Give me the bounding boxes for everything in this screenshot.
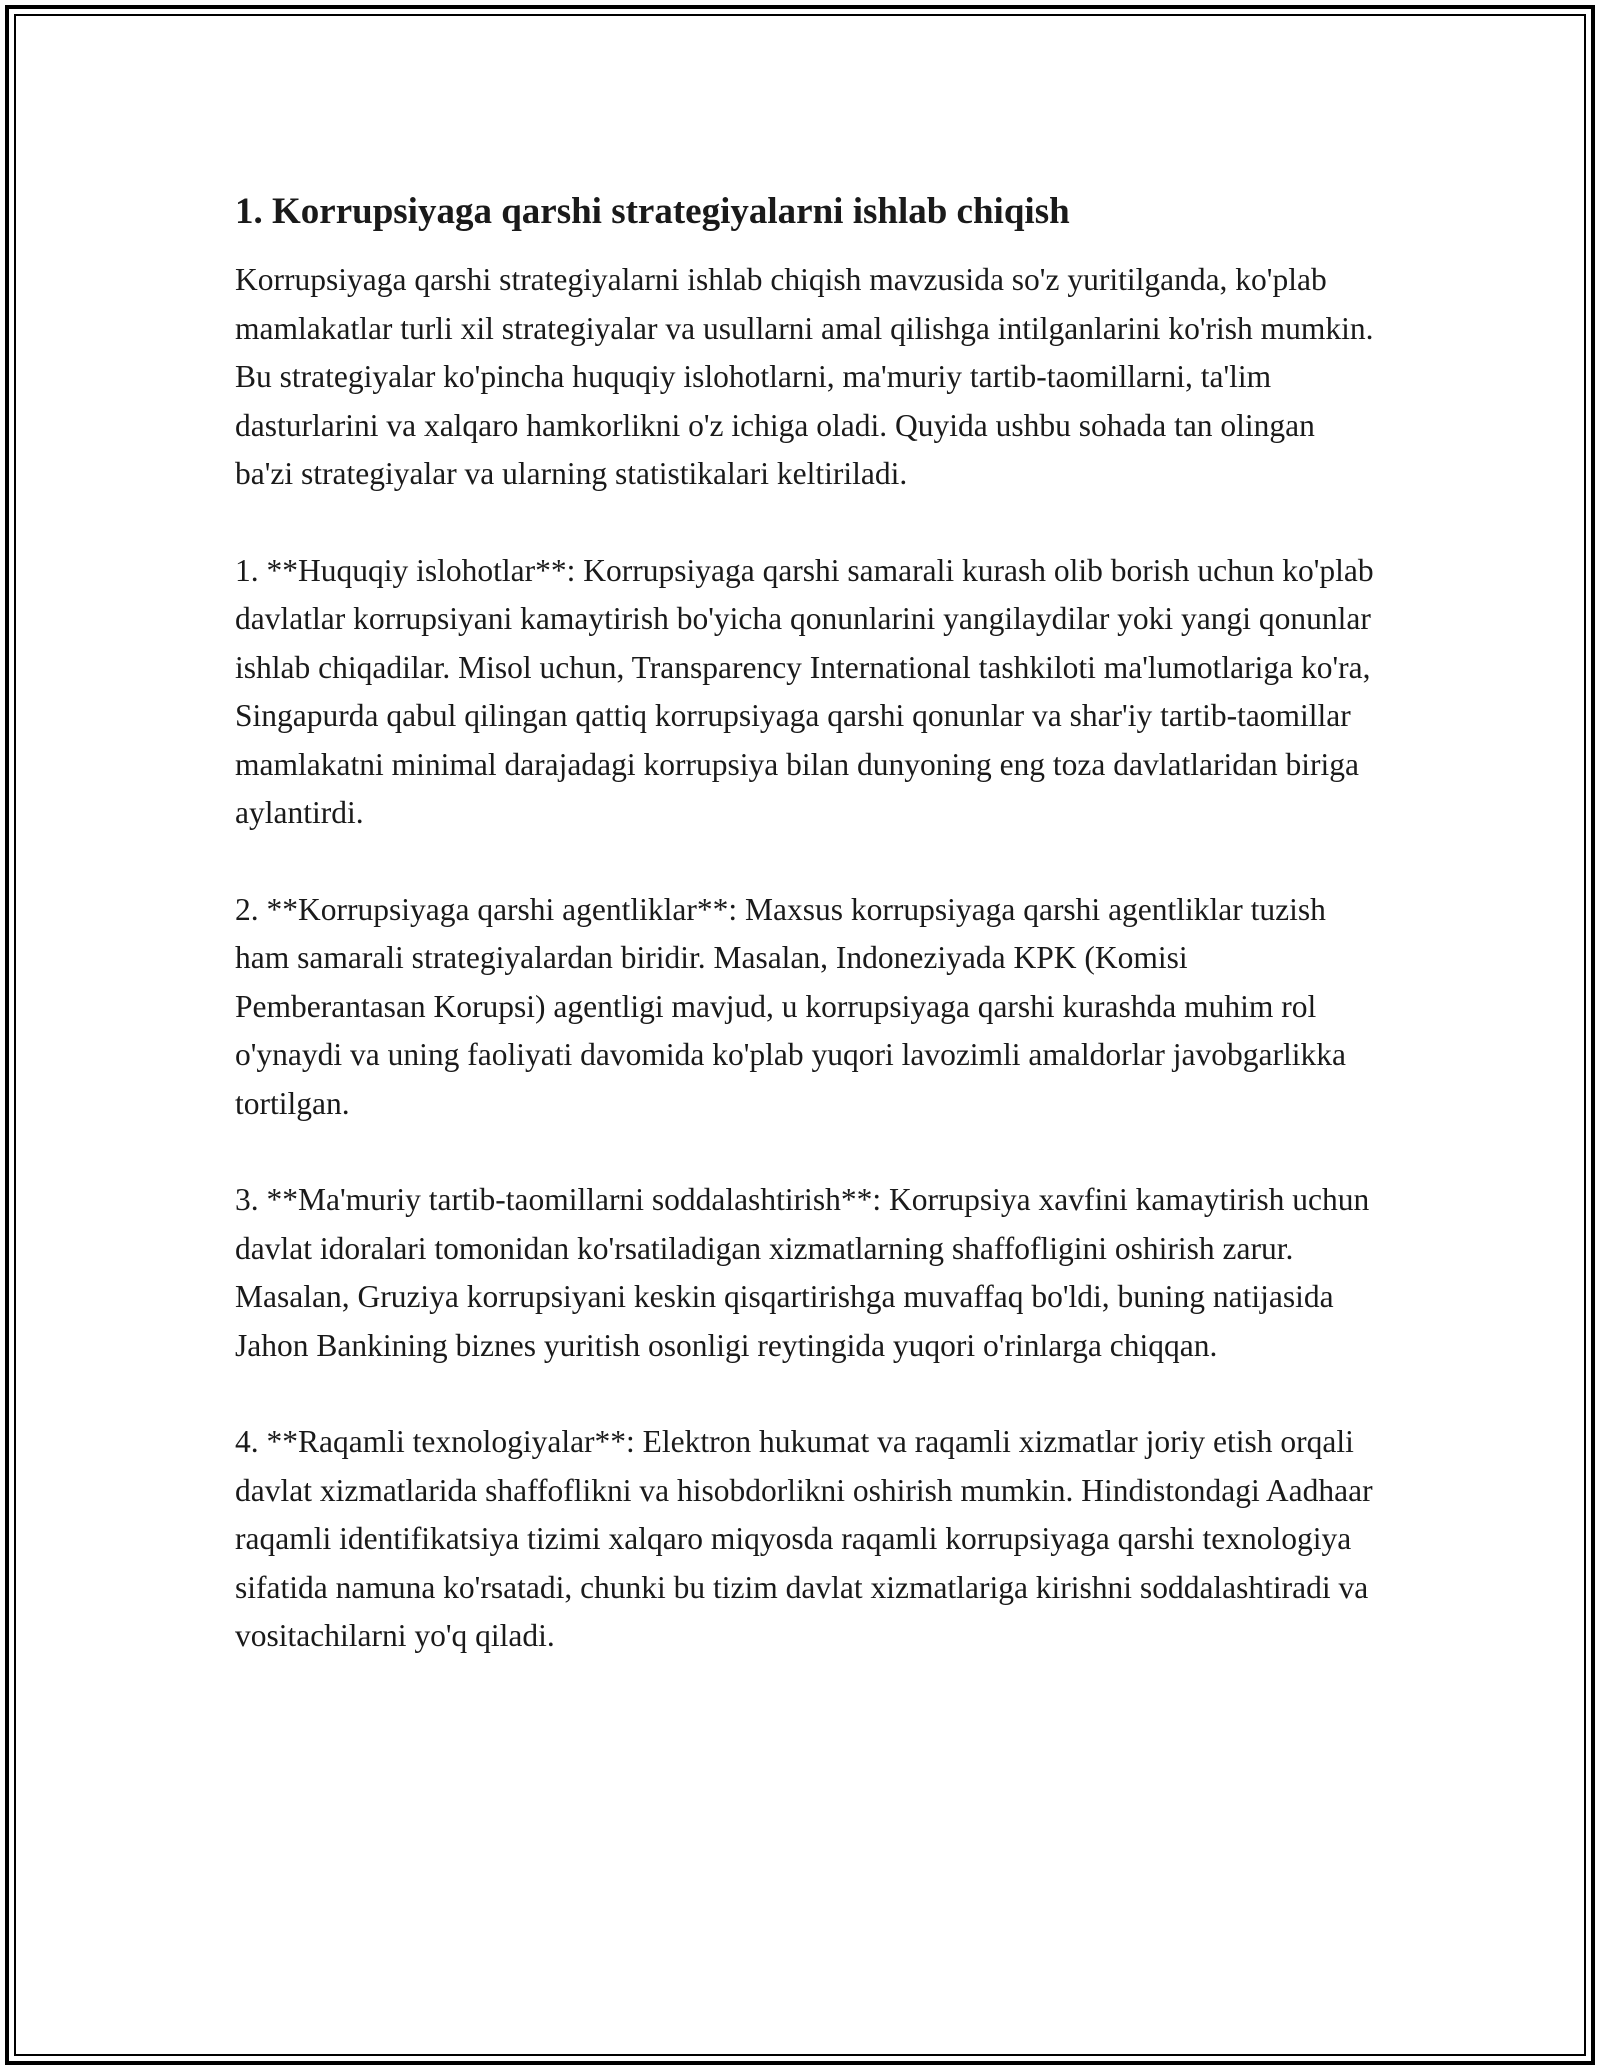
section-heading: 1. Korrupsiyaga qarshi strategiyalarni ishlab chiqish: [235, 191, 1070, 232]
paragraph-administrative-simplification: 3. **Ma'muriy tartib-taomillarni soddalashtirish**: Korrupsiya xavfini kamaytirish uchun davlat idoralari tomonidan ko'rsatiladigan xizmatlarning shaffofligini oshirish zarur. Masalan, Gruziya korrupsiyani keskin qisqartirishga muvaffaq bo'ldi, buning natijasida Jahon Bankining biznes yuritish osonligi reytingida yuqori o'rinlarga chiqqan.: [235, 1182, 1370, 1363]
intro-paragraph: Korrupsiyaga qarshi strategiyalarni ishlab chiqish mavzusida so'z yuritilganda, ko'plab mamlakatlar turli xil strategiyalar va usullarni amal qilishga intilganlarini ko'rish mumkin. Bu strategiyalar ko'pincha huquqiy islohotlarni, ma'muriy tartib-taomillarni, ta'lim dasturlarini va xalqaro hamkorlikni o'z ichiga oladi. Quyida ushbu sohada tan olingan ba'zi strategiyalar va ularning statistikalari keltiriladi.: [235, 262, 1374, 491]
paragraph-digital-technologies: 4. **Raqamli texnologiyalar**: Elektron hukumat va raqamli xizmatlar joriy etish orqali davlat xizmatlarida shaffoflikni va hisobdorlikni oshirish mumkin. Hindistondagi Aadhaar raqamli identifikatsiya tizimi xalqaro miqyosda raqamli korrupsiyaga qarshi texnologiya sifatida namuna ko'rsatadi, chunki bu tizim davlat xizmatlariga kirishni soddalashtiradi va vositachilarni yo'q qiladi.: [235, 1424, 1373, 1653]
paragraph-anticorruption-agencies: 2. **Korrupsiyaga qarshi agentliklar**: Maxsus korrupsiyaga qarshi agentliklar tuzish ham samarali strategiyalardan biridir. Masalan, Indoneziyada KPK (Komisi Pemberantasan Korupsi) agentligi mavjud, u korrupsiyaga qarshi kurashda muhim rol o'ynaydi va uning faoliyati davomida ko'plab yuqori lavozimli amaldorlar javobgarlikka tortilgan.: [235, 891, 1346, 1121]
paragraph-legal-reforms: 1. **Huquqiy islohotlar**: Korrupsiyaga qarshi samarali kurash olib borish uchun ko'plab davlatlar korrupsiyani kamaytirish bo'yicha qonunlarini yangilaydilar yoki yangi qonunlar ishlab chiqadilar. Misol uchun, Transparency International tashkiloti ma'lumotlariga ko'ra, Singapurda qabul qilingan qattiq korrupsiyaga qarshi qonunlar va shar'iy tartib-taomillar mamlakatni minimal darajadagi korrupsiya bilan dunyoning eng toza davlatlaridan biriga aylantirdi.: [235, 552, 1374, 830]
document-body: [235, 186, 1375, 1709]
